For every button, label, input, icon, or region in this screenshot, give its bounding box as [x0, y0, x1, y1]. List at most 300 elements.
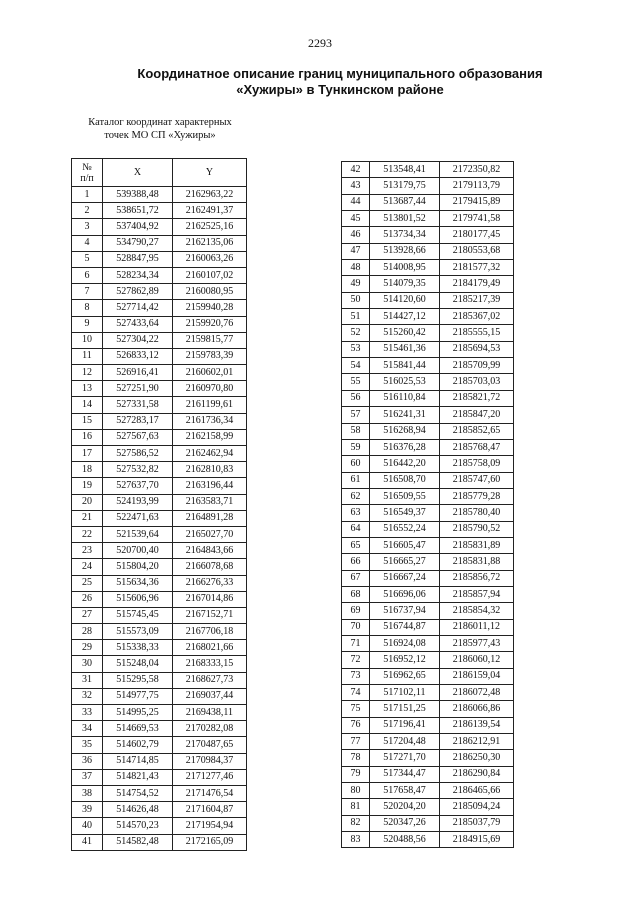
- table-row: [342, 554, 514, 570]
- cell-y: 2162135,06: [173, 235, 247, 251]
- cell-number: 26: [72, 591, 103, 607]
- title-line-1: Координатное описание границ муниципального образования: [137, 66, 543, 81]
- table-row: [72, 219, 247, 235]
- table-row: [72, 656, 247, 672]
- cell-number: 48: [342, 260, 370, 276]
- cell-y: 2160107,02: [173, 267, 247, 283]
- cell-number: 39: [72, 802, 103, 818]
- cell-y: 2186011,12: [440, 619, 514, 635]
- table-row: [72, 769, 247, 785]
- cell-y: 2162525,16: [173, 219, 247, 235]
- cell-y: 2185831,89: [440, 537, 514, 553]
- cell-x: 516509,55: [370, 488, 440, 504]
- cell-y: 2186159,04: [440, 668, 514, 684]
- cell-y: 2185780,40: [440, 505, 514, 521]
- cell-x: 516924,08: [370, 635, 440, 651]
- cell-number: 67: [342, 570, 370, 586]
- cell-number: 56: [342, 390, 370, 406]
- cell-number: 5: [72, 251, 103, 267]
- cell-number: 21: [72, 510, 103, 526]
- cell-y: 2186139,54: [440, 717, 514, 733]
- table-row: [342, 243, 514, 259]
- table-row: [72, 251, 247, 267]
- cell-x: 515606,96: [103, 591, 173, 607]
- cell-x: 514582,48: [103, 834, 173, 850]
- table-row: [72, 187, 247, 203]
- cell-x: 515260,42: [370, 325, 440, 341]
- cell-x: 524193,99: [103, 494, 173, 510]
- cell-y: 2185037,79: [440, 815, 514, 831]
- cell-x: 514995,25: [103, 705, 173, 721]
- cell-y: 2184179,49: [440, 276, 514, 292]
- cell-number: 41: [72, 834, 103, 850]
- cell-number: 32: [72, 688, 103, 704]
- cell-x: 527251,90: [103, 381, 173, 397]
- table-row: [72, 640, 247, 656]
- cell-y: 2162810,83: [173, 462, 247, 478]
- header-number-abbr: п/п: [80, 172, 94, 184]
- cell-y: 2185790,52: [440, 521, 514, 537]
- cell-x: 538651,72: [103, 203, 173, 219]
- table-row: [72, 753, 247, 769]
- cell-number: 64: [342, 521, 370, 537]
- table-row: [342, 472, 514, 488]
- cell-x: 516605,47: [370, 537, 440, 553]
- cell-number: 17: [72, 446, 103, 462]
- cell-y: 2186066,86: [440, 701, 514, 717]
- table-row: [72, 429, 247, 445]
- table-row: [342, 358, 514, 374]
- table-row: [342, 309, 514, 325]
- table-row: [342, 390, 514, 406]
- cell-x: 516442,20: [370, 456, 440, 472]
- cell-y: 2185821,72: [440, 390, 514, 406]
- cell-y: 2159815,77: [173, 332, 247, 348]
- cell-y: 2161736,34: [173, 413, 247, 429]
- cell-number: 75: [342, 701, 370, 717]
- table-row: [342, 668, 514, 684]
- cell-x: 534790,27: [103, 235, 173, 251]
- cell-x: 516962,65: [370, 668, 440, 684]
- cell-x: 527586,52: [103, 446, 173, 462]
- cell-y: 2168333,15: [173, 656, 247, 672]
- cell-number: 54: [342, 358, 370, 374]
- table-row: [72, 591, 247, 607]
- cell-x: 527304,22: [103, 332, 173, 348]
- cell-x: 516241,31: [370, 407, 440, 423]
- cell-number: 28: [72, 624, 103, 640]
- cell-x: 513548,41: [370, 162, 440, 178]
- cell-number: 68: [342, 586, 370, 602]
- table-row: [342, 521, 514, 537]
- cell-x: 526916,41: [103, 365, 173, 381]
- cell-number: 83: [342, 832, 370, 848]
- cell-y: 2185094,24: [440, 799, 514, 815]
- cell-y: 2159940,28: [173, 300, 247, 316]
- cell-x: 527567,63: [103, 429, 173, 445]
- cell-x: 516508,70: [370, 472, 440, 488]
- cell-x: 517658,47: [370, 783, 440, 799]
- cell-number: 19: [72, 478, 103, 494]
- cell-x: 513687,44: [370, 194, 440, 210]
- table-row: [342, 227, 514, 243]
- cell-y: 2171277,46: [173, 769, 247, 785]
- cell-number: 77: [342, 734, 370, 750]
- cell-x: 513801,52: [370, 211, 440, 227]
- cell-number: 8: [72, 300, 103, 316]
- cell-number: 2: [72, 203, 103, 219]
- table-row: [72, 300, 247, 316]
- table-row: [72, 721, 247, 737]
- cell-y: 2168021,66: [173, 640, 247, 656]
- cell-y: 2185709,99: [440, 358, 514, 374]
- table-row: [342, 750, 514, 766]
- cell-y: 2180177,45: [440, 227, 514, 243]
- cell-y: 2171604,87: [173, 802, 247, 818]
- cell-x: 515634,36: [103, 575, 173, 591]
- table-row: [342, 194, 514, 210]
- cell-number: 36: [72, 753, 103, 769]
- table-row: [342, 325, 514, 341]
- cell-x: 514427,12: [370, 309, 440, 325]
- cell-number: 18: [72, 462, 103, 478]
- cell-number: 44: [342, 194, 370, 210]
- cell-number: 23: [72, 543, 103, 559]
- cell-y: 2186072,48: [440, 685, 514, 701]
- cell-y: 2185831,88: [440, 554, 514, 570]
- document-title: [100, 66, 580, 98]
- cell-number: 25: [72, 575, 103, 591]
- cell-x: 517102,11: [370, 685, 440, 701]
- cell-number: 74: [342, 685, 370, 701]
- cell-y: 2161199,61: [173, 397, 247, 413]
- table-body-left: [72, 187, 247, 851]
- cell-number: 27: [72, 607, 103, 623]
- cell-y: 2168627,73: [173, 672, 247, 688]
- cell-number: 11: [72, 348, 103, 364]
- cell-x: 527331,58: [103, 397, 173, 413]
- cell-number: 22: [72, 526, 103, 542]
- table-row: [72, 607, 247, 623]
- cell-x: 516552,24: [370, 521, 440, 537]
- cell-y: 2185768,47: [440, 439, 514, 455]
- cell-number: 24: [72, 559, 103, 575]
- table-row: [342, 423, 514, 439]
- cell-number: 1: [72, 187, 103, 203]
- cell-y: 2186060,12: [440, 652, 514, 668]
- cell-y: 2167706,18: [173, 624, 247, 640]
- cell-number: 10: [72, 332, 103, 348]
- table-row: [342, 734, 514, 750]
- cell-x: 514977,75: [103, 688, 173, 704]
- table-row: [72, 332, 247, 348]
- table-row: [72, 510, 247, 526]
- cell-number: 31: [72, 672, 103, 688]
- subtitle-line-1: Каталог координат характерных: [88, 117, 232, 128]
- cell-x: 515461,36: [370, 341, 440, 357]
- cell-number: 61: [342, 472, 370, 488]
- cell-x: 514120,60: [370, 292, 440, 308]
- cell-x: 527433,64: [103, 316, 173, 332]
- cell-number: 69: [342, 603, 370, 619]
- cell-number: 16: [72, 429, 103, 445]
- cell-x: 516110,84: [370, 390, 440, 406]
- table-row: [342, 178, 514, 194]
- cell-x: 514669,53: [103, 721, 173, 737]
- cell-x: 539388,48: [103, 187, 173, 203]
- cell-number: 82: [342, 815, 370, 831]
- table-row: [342, 407, 514, 423]
- cell-number: 60: [342, 456, 370, 472]
- cell-number: 29: [72, 640, 103, 656]
- table-row: [342, 717, 514, 733]
- cell-y: 2163196,44: [173, 478, 247, 494]
- cell-x: 516025,53: [370, 374, 440, 390]
- table-row: [342, 439, 514, 455]
- cell-y: 2184915,69: [440, 832, 514, 848]
- cell-y: 2169438,11: [173, 705, 247, 721]
- cell-x: 520347,26: [370, 815, 440, 831]
- cell-y: 2164891,28: [173, 510, 247, 526]
- cell-x: 515745,45: [103, 607, 173, 623]
- table-row: [72, 413, 247, 429]
- table-row: [72, 284, 247, 300]
- table-row: [72, 267, 247, 283]
- cell-y: 2186290,84: [440, 766, 514, 782]
- cell-y: 2181577,32: [440, 260, 514, 276]
- cell-number: 43: [342, 178, 370, 194]
- table-row: [72, 365, 247, 381]
- cell-number: 40: [72, 818, 103, 834]
- cell-y: 2160970,80: [173, 381, 247, 397]
- cell-x: 517344,47: [370, 766, 440, 782]
- cell-number: 14: [72, 397, 103, 413]
- cell-number: 65: [342, 537, 370, 553]
- table-row: [342, 341, 514, 357]
- cell-x: 514821,43: [103, 769, 173, 785]
- cell-number: 47: [342, 243, 370, 259]
- cell-y: 2185857,94: [440, 586, 514, 602]
- table-row: [72, 203, 247, 219]
- table-body-right: [342, 162, 514, 848]
- cell-y: 2179113,79: [440, 178, 514, 194]
- cell-number: 78: [342, 750, 370, 766]
- cell-y: 2162491,37: [173, 203, 247, 219]
- cell-x: 520488,56: [370, 832, 440, 848]
- table-row: [342, 292, 514, 308]
- cell-x: 514570,23: [103, 818, 173, 834]
- cell-number: 52: [342, 325, 370, 341]
- cell-y: 2167152,71: [173, 607, 247, 623]
- table-row: [72, 235, 247, 251]
- cell-x: 514602,79: [103, 737, 173, 753]
- cell-x: 514714,85: [103, 753, 173, 769]
- cell-x: 528847,95: [103, 251, 173, 267]
- cell-y: 2186250,30: [440, 750, 514, 766]
- cell-y: 2185694,53: [440, 341, 514, 357]
- cell-y: 2160602,01: [173, 365, 247, 381]
- cell-x: 528234,34: [103, 267, 173, 283]
- table-row: [342, 815, 514, 831]
- table-row: [72, 559, 247, 575]
- cell-x: 516549,37: [370, 505, 440, 521]
- cell-y: 2170487,65: [173, 737, 247, 753]
- cell-x: 517271,70: [370, 750, 440, 766]
- table-row: [72, 575, 247, 591]
- cell-y: 2170282,08: [173, 721, 247, 737]
- cell-number: 79: [342, 766, 370, 782]
- cell-y: 2185852,65: [440, 423, 514, 439]
- cell-number: 34: [72, 721, 103, 737]
- cell-number: 12: [72, 365, 103, 381]
- cell-x: 514079,35: [370, 276, 440, 292]
- cell-y: 2185703,03: [440, 374, 514, 390]
- cell-y: 2169037,44: [173, 688, 247, 704]
- table-row: [342, 162, 514, 178]
- cell-y: 2165027,70: [173, 526, 247, 542]
- table-row: [72, 543, 247, 559]
- cell-x: 522471,63: [103, 510, 173, 526]
- cell-y: 2185747,60: [440, 472, 514, 488]
- table-row: [72, 818, 247, 834]
- table-row: [342, 635, 514, 651]
- cell-number: 72: [342, 652, 370, 668]
- cell-y: 2185758,09: [440, 456, 514, 472]
- cell-x: 513179,75: [370, 178, 440, 194]
- cell-number: 49: [342, 276, 370, 292]
- table-row: [342, 276, 514, 292]
- cell-y: 2185977,43: [440, 635, 514, 651]
- table-row: [72, 785, 247, 801]
- table-row: [72, 316, 247, 332]
- cell-y: 2166276,33: [173, 575, 247, 591]
- cell-x: 516665,27: [370, 554, 440, 570]
- cell-number: 50: [342, 292, 370, 308]
- table-row: [342, 505, 514, 521]
- cell-x: 516667,24: [370, 570, 440, 586]
- cell-x: 516376,28: [370, 439, 440, 455]
- table-row: [342, 570, 514, 586]
- table-row: [342, 488, 514, 504]
- table-row: [72, 737, 247, 753]
- cell-y: 2159783,39: [173, 348, 247, 364]
- table-row: [342, 603, 514, 619]
- page-number: 2293: [308, 36, 332, 50]
- cell-x: 517151,25: [370, 701, 440, 717]
- cell-number: 76: [342, 717, 370, 733]
- table-row: [72, 834, 247, 850]
- cell-number: 63: [342, 505, 370, 521]
- cell-x: 517204,48: [370, 734, 440, 750]
- cell-x: 514754,52: [103, 785, 173, 801]
- table-row: [342, 586, 514, 602]
- cell-number: 38: [72, 785, 103, 801]
- table-row: [72, 672, 247, 688]
- cell-y: 2171476,54: [173, 785, 247, 801]
- table-row: [342, 701, 514, 717]
- table-row: [72, 381, 247, 397]
- table-row: [72, 494, 247, 510]
- cell-y: 2186212,91: [440, 734, 514, 750]
- cell-x: 515248,04: [103, 656, 173, 672]
- cell-x: 520700,40: [103, 543, 173, 559]
- cell-y: 2163583,71: [173, 494, 247, 510]
- cell-number: 62: [342, 488, 370, 504]
- table-row: [342, 537, 514, 553]
- cell-number: 15: [72, 413, 103, 429]
- table-row: [342, 211, 514, 227]
- table-row: [72, 705, 247, 721]
- cell-x: 515841,44: [370, 358, 440, 374]
- cell-x: 514626,48: [103, 802, 173, 818]
- cell-number: 70: [342, 619, 370, 635]
- cell-x: 516737,94: [370, 603, 440, 619]
- cell-x: 513734,34: [370, 227, 440, 243]
- cell-number: 4: [72, 235, 103, 251]
- cell-y: 2180553,68: [440, 243, 514, 259]
- cell-y: 2185854,32: [440, 603, 514, 619]
- cell-y: 2185367,02: [440, 309, 514, 325]
- header-number: [72, 159, 103, 187]
- table-row: [72, 397, 247, 413]
- cell-x: 516268,94: [370, 423, 440, 439]
- cell-x: 521539,64: [103, 526, 173, 542]
- cell-y: 2170984,37: [173, 753, 247, 769]
- cell-y: 2171954,94: [173, 818, 247, 834]
- cell-number: 66: [342, 554, 370, 570]
- cell-x: 526833,12: [103, 348, 173, 364]
- table-row: [72, 446, 247, 462]
- table-row: [342, 783, 514, 799]
- cell-number: 6: [72, 267, 103, 283]
- cell-x: 515295,58: [103, 672, 173, 688]
- cell-y: 2166078,68: [173, 559, 247, 575]
- cell-x: 514008,95: [370, 260, 440, 276]
- cell-y: 2185856,72: [440, 570, 514, 586]
- cell-number: 9: [72, 316, 103, 332]
- cell-number: 37: [72, 769, 103, 785]
- cell-number: 55: [342, 374, 370, 390]
- cell-x: 516744,87: [370, 619, 440, 635]
- cell-number: 73: [342, 668, 370, 684]
- cell-number: 30: [72, 656, 103, 672]
- cell-number: 7: [72, 284, 103, 300]
- table-row: [72, 688, 247, 704]
- cell-number: 51: [342, 309, 370, 325]
- cell-number: 42: [342, 162, 370, 178]
- header-number-symbol: №: [82, 161, 92, 173]
- cell-number: 20: [72, 494, 103, 510]
- subtitle-line-2: точек МО СП «Хужиры»: [104, 130, 216, 141]
- cell-y: 2186465,66: [440, 783, 514, 799]
- cell-number: 3: [72, 219, 103, 235]
- table-row: [72, 802, 247, 818]
- cell-x: 515804,20: [103, 559, 173, 575]
- cell-number: 46: [342, 227, 370, 243]
- cell-x: 516696,06: [370, 586, 440, 602]
- cell-number: 53: [342, 341, 370, 357]
- cell-x: 527862,89: [103, 284, 173, 300]
- cell-number: 35: [72, 737, 103, 753]
- table-row: [72, 348, 247, 364]
- cell-y: 2172350,82: [440, 162, 514, 178]
- header-y: Y: [173, 159, 247, 187]
- cell-number: 33: [72, 705, 103, 721]
- table-row: [72, 624, 247, 640]
- cell-x: 537404,92: [103, 219, 173, 235]
- cell-y: 2167014,86: [173, 591, 247, 607]
- cell-x: 527532,82: [103, 462, 173, 478]
